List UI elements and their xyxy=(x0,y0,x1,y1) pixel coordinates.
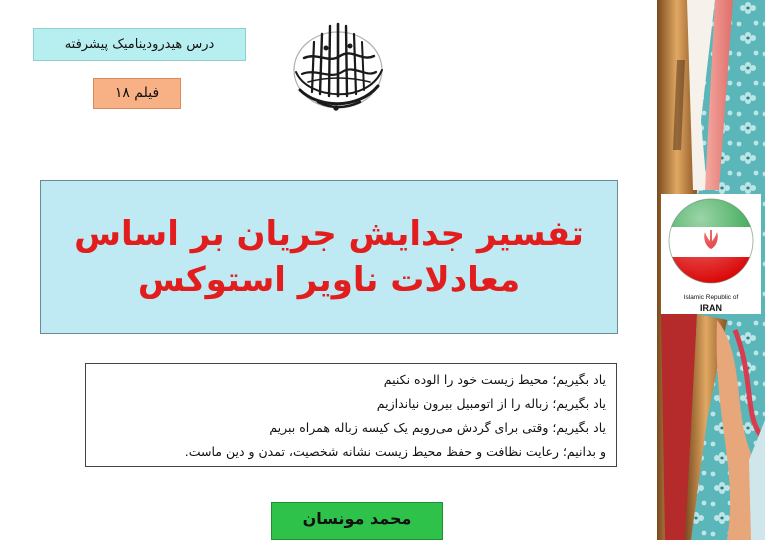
course-label-box xyxy=(33,28,246,61)
bismillah-calligraphy-icon xyxy=(278,12,398,122)
environment-notes-box xyxy=(85,363,617,467)
title-line-1: تفسیر جدایش جریان بر اساس xyxy=(74,214,584,254)
author-box xyxy=(271,502,443,540)
course-label: درس هیدرودینامیک پیشرفته xyxy=(64,37,215,52)
title-line-2: معادلات ناویر استوکس xyxy=(137,260,521,300)
iran-flag-icon xyxy=(661,194,761,292)
flag-caption-small: Islamic Republic of xyxy=(683,294,739,301)
note-line: یاد بگیریم؛ محیط زیست خود را الوده نکنیم xyxy=(383,372,606,387)
author-name: محمد مونسان xyxy=(302,509,412,528)
note-line: و بدانیم؛ رعایت نظافت و حفظ محیط زیست نشانه شخصیت، تمدن و دین ماست. xyxy=(184,444,606,459)
film-number-box xyxy=(93,78,181,109)
film-label: فیلم ۱۸ xyxy=(114,85,160,101)
flag-caption-large: IRAN xyxy=(700,303,722,313)
note-line: یاد بگیریم؛ وقتی برای گردش می‌رویم یک کیسه زباله همراه ببریم xyxy=(269,420,606,435)
title-box xyxy=(40,180,618,334)
iran-flag-card xyxy=(661,194,761,314)
note-line: یاد بگیریم؛ زباله را از اتومبیل بیرون نیاندازیم xyxy=(376,396,606,411)
